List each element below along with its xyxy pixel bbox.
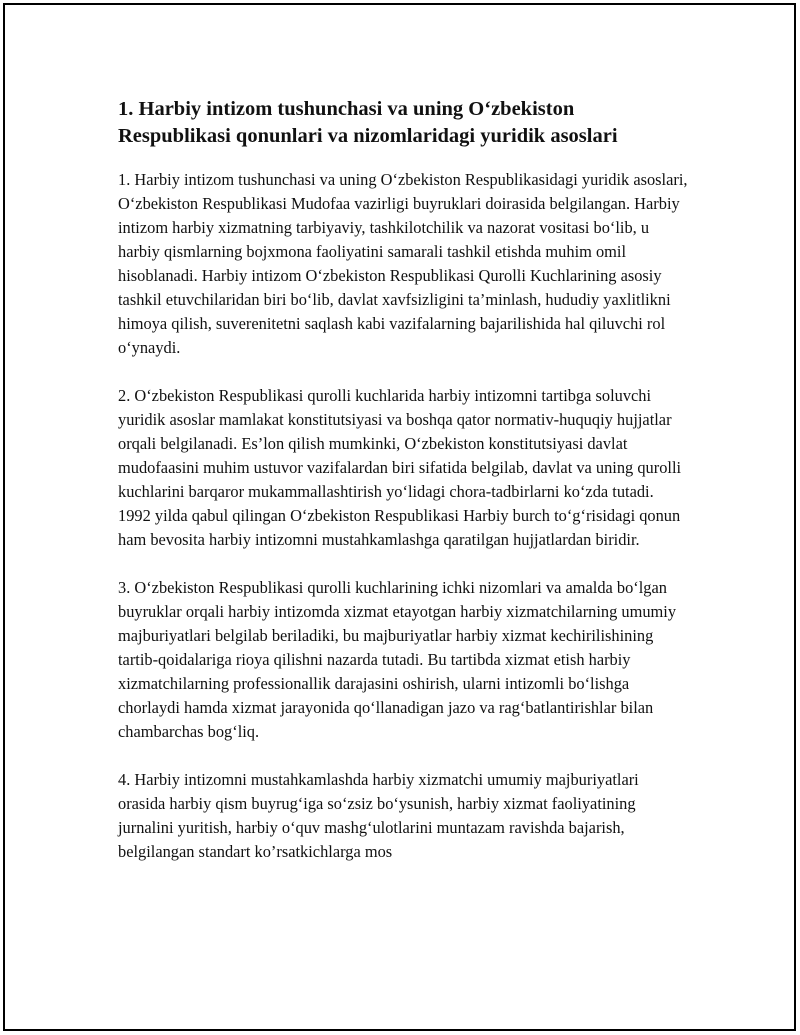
document-heading: 1. Harbiy intizom tushunchasi va uning O‘zbekiston Respublikasi qonunlari va nizomlaridagi yuridik asoslari [118,98,618,147]
paragraph-3: 3. O‘zbekiston Respublikasi qurolli kuchlarining ichki nizomlari va amalda bo‘lgan buyruklar orqali harbiy intizomda xizmat etayotgan harbiy xizmatchilarning umumiy majburiyatlari belgilab beriladiki, bu majburiyatlar harbiy xizmat kechirilishining tartib-qoidalariga rioya qilishni nazarda tutadi. Bu tartibda xizmat etish harbiy xizmatchilarning professionallik darajasini oshirish, ularni intizomli bo‘lishga chorlaydi hamda xizmat jarayonida qo‘llanadigan jazo va rag‘batlantirishlar bilan chambarchas bog‘liq. [118,578,677,741]
paragraph-2: 2. O‘zbekiston Respublikasi qurolli kuchlarida harbiy intizomni tartibga soluvchi yuridik asoslar mamlakat konstitutsiyasi va boshqa qator normativ-huquqiy hujjatlar orqali belgilanadi. Es’lon qilish mumkinki, O‘zbekiston konstitutsiyasi davlat mudofaasini muhim ustuvor vazifalardan biri sifatida belgilab, davlat va uning qurolli kuchlarini barqaror mukammallashtirish yo‘lidagi chora-tadbirlarni ko‘zda tutadi. 1992 yilda qabul qilingan O‘zbekiston Respublikasi Harbiy burch to‘g‘risidagi qonun ham bevosita harbiy intizomni mustahkamlashga qaratilgan hujjatlardan biridir. [118,386,682,549]
paragraph-1: 1. Harbiy intizom tushunchasi va uning O‘zbekiston Respublikasidagi yuridik asoslari, O‘zbekiston Respublikasi Mudofaa vazirligi buyruklari doirasida belgilangan. Harbiy intizom harbiy xizmatning tarbiyaviy, tashkilotchilik va nazorat vositasi bo‘lib, u harbiy qismlarning bojxmona faoliyatini samarali tashkil etishda muhim omil hisoblanadi. Harbiy intizom O‘zbekiston Respublikasi Qurolli Kuchlarining asosiy tashkil etuvchilaridan biri bo‘lib, davlat xavfsizligini ta’minlash, hududiy yaxlitlikni himoya qilish, suverenitetni saqlash kabi vazifalarning bajarilishida hal qiluvchi rol o‘ynaydi. [118,170,688,357]
document-body [118,96,690,888]
paragraph-4: 4. Harbiy intizomni mustahkamlashda harbiy xizmatchi umumiy majburiyatlari orasida harbiy qism buyrug‘iga so‘zsiz bo‘ysunish, harbiy xizmat faoliyatining jurnalini yuritish, harbiy o‘quv mashg‘ulotlarini muntazam ravishda bajarish, belgilangan standart ko’rsatkichlarga mos [118,770,639,861]
